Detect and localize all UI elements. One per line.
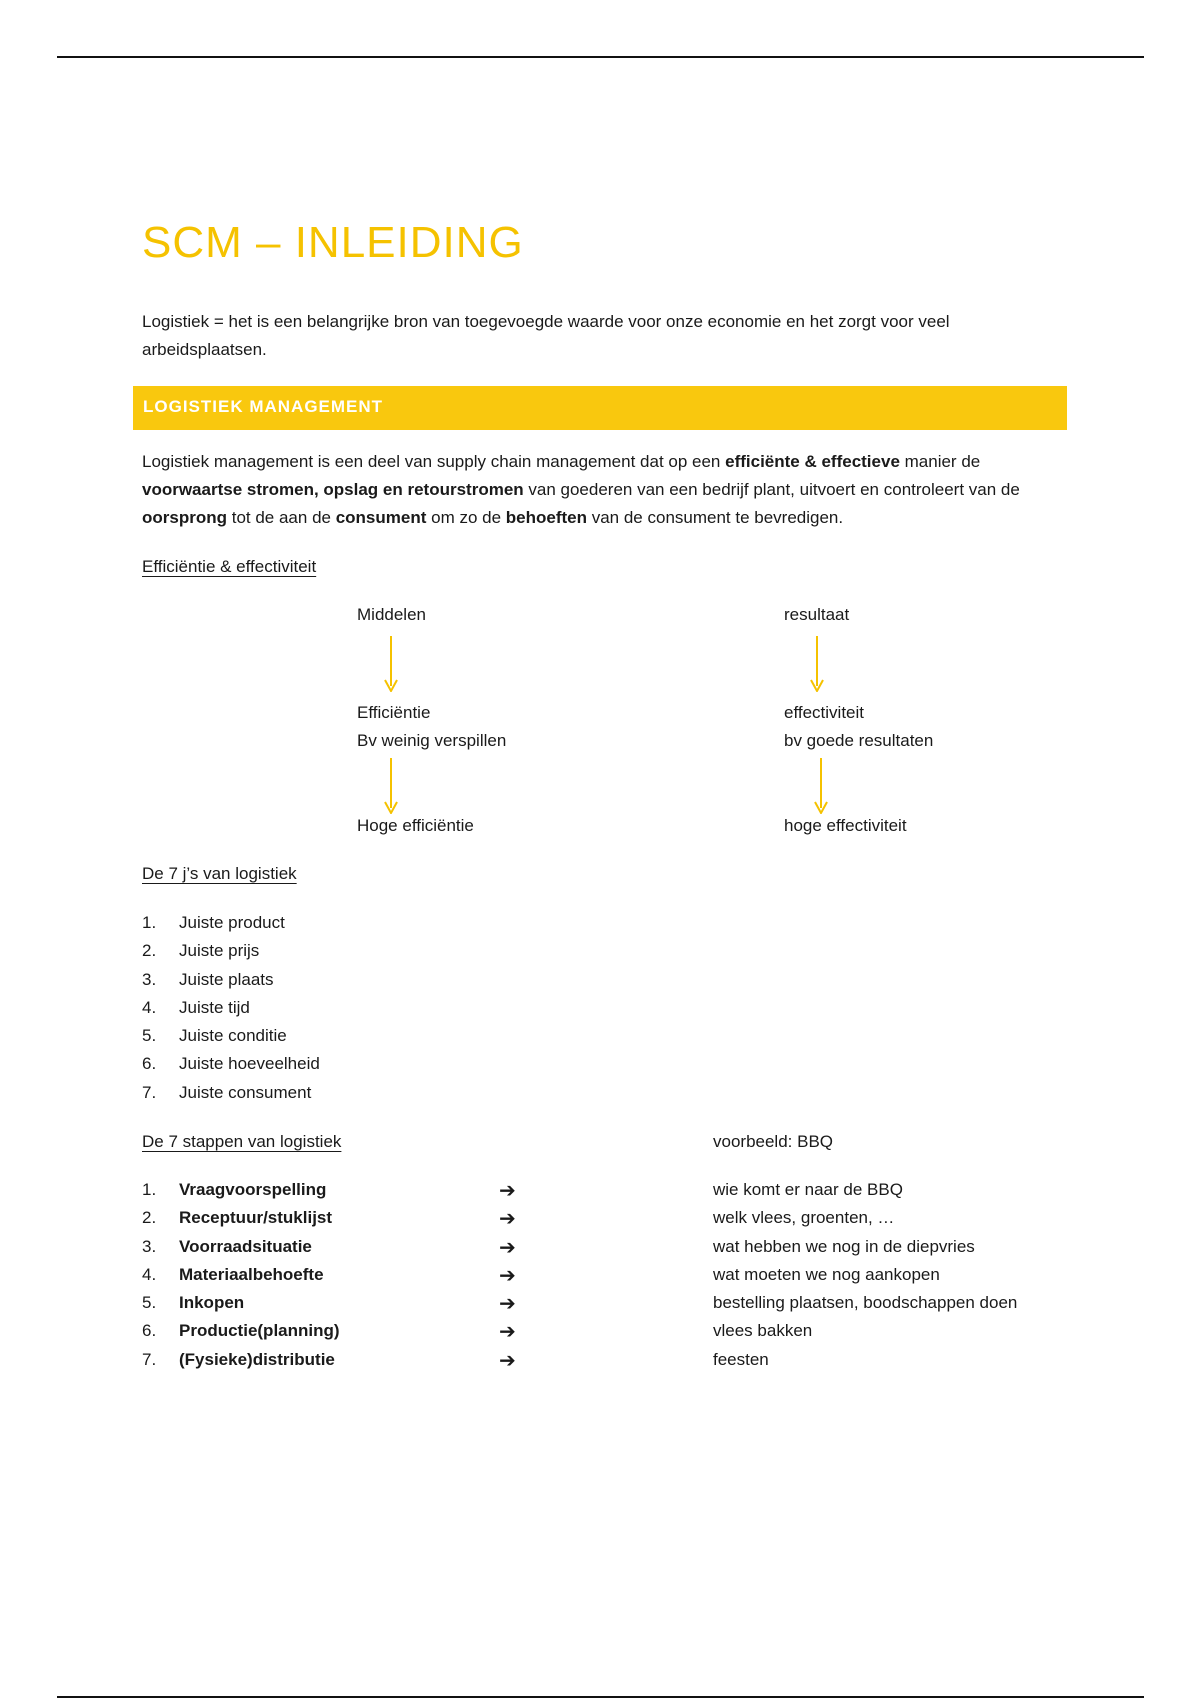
- footer-rule: [57, 1696, 1144, 1698]
- step-number: 5.: [142, 1293, 157, 1313]
- arrow-down-icon: [384, 758, 398, 814]
- list-text: Juiste plaats: [179, 969, 274, 989]
- definition-bold: voorwaartse stromen, opslag en retourstromen: [142, 480, 524, 499]
- list-text: Juiste conditie: [179, 1026, 287, 1046]
- list-text: Juiste hoeveelheid: [179, 1054, 320, 1074]
- diagram-left-mid2: Bv weinig verspillen: [357, 731, 507, 750]
- definition-text: Logistiek management is een deel van supply chain management dat op een: [142, 452, 726, 471]
- diagram-left-mid1: Efficiëntie: [357, 703, 431, 722]
- step-example: welk vlees, groenten, …: [713, 1208, 895, 1228]
- page-title: SCM – INLEIDING: [142, 218, 524, 267]
- section-banner-title: LOGISTIEK MANAGEMENT: [143, 397, 384, 416]
- definition-text: manier de: [899, 452, 981, 471]
- step-number: 3.: [142, 1236, 157, 1256]
- list-number: 3.: [142, 969, 157, 989]
- arrow-right-icon: ➔: [499, 1180, 516, 1202]
- definition-bold: behoeften: [505, 508, 587, 527]
- definition-text: van de consument te bevredigen.: [587, 508, 844, 527]
- section-banner: [133, 386, 1067, 430]
- arrow-down-icon: [814, 758, 828, 814]
- step-number: 6.: [142, 1321, 157, 1341]
- step-number: 4.: [142, 1264, 157, 1284]
- definition-bold: oorsprong: [142, 508, 227, 527]
- arrow-right-icon: ➔: [499, 1264, 516, 1287]
- step-label: Productie(planning): [179, 1321, 340, 1341]
- step-number: 7.: [142, 1349, 157, 1369]
- step-label: (Fysieke)distributie: [179, 1349, 335, 1369]
- arrow-right-icon: ➔: [499, 1349, 516, 1372]
- step-number: 1.: [142, 1180, 157, 1199]
- list-number: 4.: [142, 997, 157, 1017]
- list-text: Juiste tijd: [179, 997, 250, 1017]
- definition-paragraph: [142, 448, 1067, 532]
- header-rule: [57, 56, 1144, 58]
- arrow-down-icon: [384, 636, 398, 692]
- step-label: Vraagvoorspelling: [179, 1180, 327, 1199]
- step-example: vlees bakken: [713, 1321, 813, 1341]
- definition-bold: consument: [335, 508, 427, 527]
- step-example: feesten: [713, 1349, 769, 1369]
- list-number: 7.: [142, 1082, 157, 1102]
- list-text: Juiste consument: [179, 1082, 312, 1102]
- arrow-right-icon: ➔: [499, 1293, 516, 1316]
- definition-text: tot de aan de: [227, 508, 336, 527]
- intro-term: Logistiek: [142, 312, 210, 331]
- list-number: 5.: [142, 1026, 157, 1046]
- arrow-right-icon: ➔: [499, 1208, 516, 1231]
- definition-text: van goederen van een bedrijf plant, uitvoert en controleert van de: [523, 480, 1020, 499]
- definition-bold: efficiënte & effectieve: [725, 452, 900, 471]
- list-number: 6.: [142, 1054, 157, 1074]
- eff-heading: Efficiëntie & effectiviteit: [142, 557, 317, 576]
- step-example: wie komt er naar de BBQ: [713, 1180, 903, 1199]
- step-label: Inkopen: [179, 1293, 245, 1313]
- step-number: 2.: [142, 1208, 157, 1228]
- step-label: Receptuur/stuklijst: [179, 1208, 333, 1228]
- arrow-right-icon: ➔: [499, 1321, 516, 1344]
- step-example: wat hebben we nog in de diepvries: [713, 1236, 975, 1256]
- example-label: voorbeeld: BBQ: [713, 1132, 834, 1151]
- step-label: Voorraadsituatie: [179, 1236, 312, 1256]
- steps-heading: De 7 stappen van logistiek: [142, 1132, 342, 1151]
- js-heading: De 7 j’s van logistiek: [142, 864, 297, 883]
- step-example: bestelling plaatsen, boodschappen doen: [713, 1293, 1018, 1313]
- diagram-right-top: resultaat: [784, 605, 850, 624]
- definition-text: om zo de: [426, 508, 506, 527]
- list-text: Juiste product: [179, 913, 285, 932]
- arrow-right-icon: ➔: [499, 1236, 516, 1259]
- step-example: wat moeten we nog aankopen: [713, 1264, 940, 1284]
- diagram-left-bottom: Hoge efficiëntie: [357, 816, 474, 835]
- list-text: Juiste prijs: [179, 941, 260, 961]
- intro-text: = het is een belangrijke bron van toegevoegde waarde voor onze economie en het zorgt voor veel arbeidsplaatsen.: [142, 312, 950, 359]
- diagram-right-bottom: hoge effectiviteit: [784, 816, 907, 835]
- step-label: Materiaalbehoefte: [179, 1264, 324, 1284]
- diagram-right-mid1: effectiviteit: [784, 703, 865, 722]
- list-number: 1.: [142, 913, 157, 932]
- list-number: 2.: [142, 941, 157, 961]
- diagram-right-mid2: bv goede resultaten: [784, 731, 934, 750]
- arrow-down-icon: [810, 636, 824, 692]
- diagram-left-top: Middelen: [357, 605, 426, 624]
- intro-paragraph: [142, 308, 1062, 364]
